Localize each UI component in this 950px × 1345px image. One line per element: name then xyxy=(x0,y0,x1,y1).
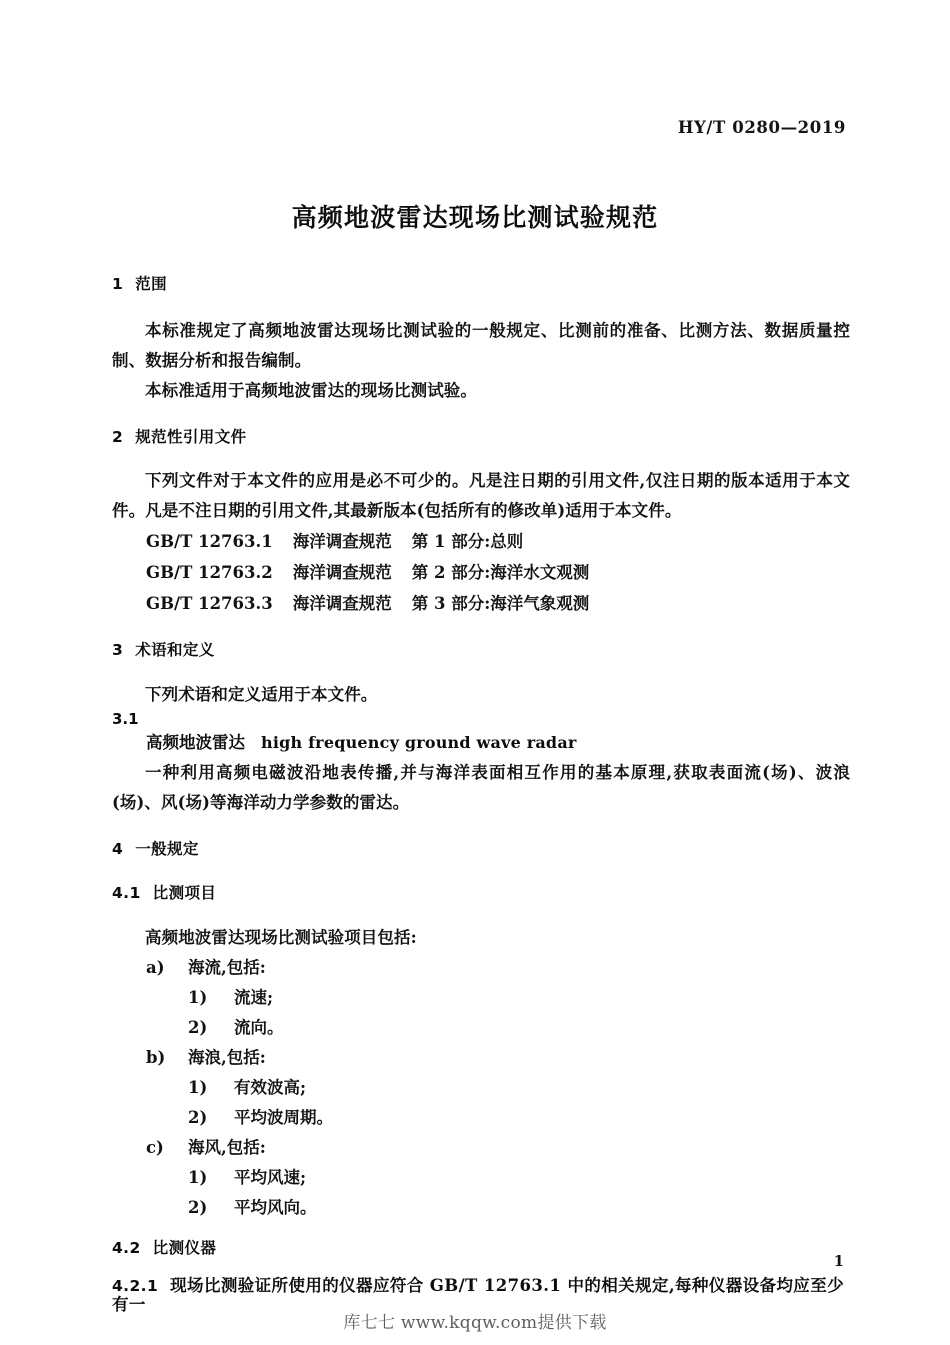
list-item-text: 海风,包括: xyxy=(188,1137,266,1157)
list-item-text: 有效波高; xyxy=(234,1077,307,1097)
section-heading-4-1 xyxy=(112,884,850,903)
list-item-text: 海浪,包括: xyxy=(188,1047,266,1067)
section-title-2: 规范性引用文件 xyxy=(135,427,247,446)
list-item xyxy=(188,1163,850,1193)
list-marker: 2) xyxy=(188,1107,208,1127)
list-item-text: 海流,包括: xyxy=(188,957,266,977)
page-title: 高频地波雷达现场比测试验规范 xyxy=(291,203,659,232)
list-marker: 2) xyxy=(188,1017,208,1037)
section-title-4-2: 比测仪器 xyxy=(152,1238,217,1257)
term-chinese: 高频地波雷达 xyxy=(146,732,245,752)
download-watermark: 库七七 www.kqqw.com提供下载 xyxy=(343,1313,607,1333)
section-title-3: 术语和定义 xyxy=(135,641,215,660)
normative-reference-item xyxy=(146,588,850,619)
running-header-standard-number: HY/T 0280—2019 xyxy=(677,118,846,137)
section-number-3: 3 xyxy=(112,641,124,660)
section-number-2: 2 xyxy=(112,427,124,446)
section-number-4-2: 4.2 xyxy=(112,1238,141,1257)
list-item xyxy=(146,953,850,983)
section-2-paragraph-1: 下列文件对于本文件的应用是必不可少的。凡是注日期的引用文件,仅注日期的版本适用于本文件。凡是不注日期的引用文件,其最新版本(包括所有的修改单)适用于本文件。 xyxy=(112,471,850,521)
list-marker: b) xyxy=(146,1047,166,1067)
reference-part: 第 1 部分:总则 xyxy=(411,532,524,552)
list-marker: 1) xyxy=(188,1167,208,1187)
document-body xyxy=(112,275,850,1315)
reference-part: 第 2 部分:海洋水文观测 xyxy=(411,563,590,583)
list-item xyxy=(188,983,850,1013)
section-number-4-1: 4.1 xyxy=(112,884,141,903)
list-item xyxy=(188,1103,850,1133)
list-item xyxy=(188,1193,850,1223)
list-item-text: 平均风速; xyxy=(234,1167,307,1187)
term-definition: 一种利用高频电磁波沿地表传播,并与海洋表面相互作用的基本原理,获取表面流(场)、波浪(场)、风(场)等海洋动力学参数的雷达。 xyxy=(112,762,850,812)
list-item-text: 流向。 xyxy=(234,1017,284,1037)
reference-code: GB/T 12763.3 xyxy=(146,594,273,614)
section-heading-3 xyxy=(112,641,850,660)
section-number-4: 4 xyxy=(112,839,124,858)
reference-part: 第 3 部分:海洋气象观测 xyxy=(411,594,590,614)
list-item xyxy=(146,1043,850,1073)
section-4-1-lead-in: 高频地波雷达现场比测试验项目包括: xyxy=(145,927,417,947)
page-number: 1 xyxy=(833,1252,844,1270)
list-item xyxy=(188,1073,850,1103)
list-marker: 1) xyxy=(188,987,208,1007)
section-3-paragraph-1: 下列术语和定义适用于本文件。 xyxy=(145,684,378,704)
list-marker: a) xyxy=(146,957,165,977)
section-title-1: 范围 xyxy=(135,275,167,293)
list-item xyxy=(188,1013,850,1043)
list-item xyxy=(146,1133,850,1163)
normative-reference-item xyxy=(146,526,850,557)
section-title-4-1: 比测项目 xyxy=(152,884,217,903)
clause-number-3-1: 3.1 xyxy=(112,709,139,728)
list-marker: 1) xyxy=(188,1077,208,1097)
list-item-text: 平均风向。 xyxy=(234,1197,317,1217)
list-item-text: 平均波周期。 xyxy=(234,1107,333,1127)
section-title-4: 一般规定 xyxy=(135,839,199,858)
section-1-paragraph-1: 本标准规定了高频地波雷达现场比测试验的一般规定、比测前的准备、比测方法、数据质量控制、数据分析和报告编制。 xyxy=(112,320,850,370)
clause-number-4-2-1: 4.2.1 xyxy=(112,1276,159,1295)
section-heading-4-2 xyxy=(112,1239,850,1258)
list-item-text: 流速; xyxy=(234,987,274,1007)
list-marker: 2) xyxy=(188,1197,208,1217)
section-heading-4 xyxy=(112,840,850,859)
section-number-1: 1 xyxy=(112,275,124,293)
section-heading-2 xyxy=(112,428,850,447)
reference-title: 海洋调查规范 xyxy=(292,594,392,614)
list-marker: c) xyxy=(146,1137,164,1157)
clause-4-2-1-text: 现场比测验证所使用的仪器应符合 GB/T 12763.1 中的相关规定,每种仪器设备均应至少有一 xyxy=(112,1275,844,1315)
section-heading-1 xyxy=(112,275,850,294)
section-1-paragraph-2: 本标准适用于高频地波雷达的现场比测试验。 xyxy=(145,380,477,400)
term-english: high frequency ground wave radar xyxy=(261,732,577,752)
reference-title: 海洋调查规范 xyxy=(292,532,392,552)
reference-code: GB/T 12763.1 xyxy=(146,532,273,552)
term-entry xyxy=(146,728,850,758)
normative-reference-item xyxy=(146,557,850,588)
reference-code: GB/T 12763.2 xyxy=(146,563,273,583)
reference-title: 海洋调查规范 xyxy=(292,563,392,583)
